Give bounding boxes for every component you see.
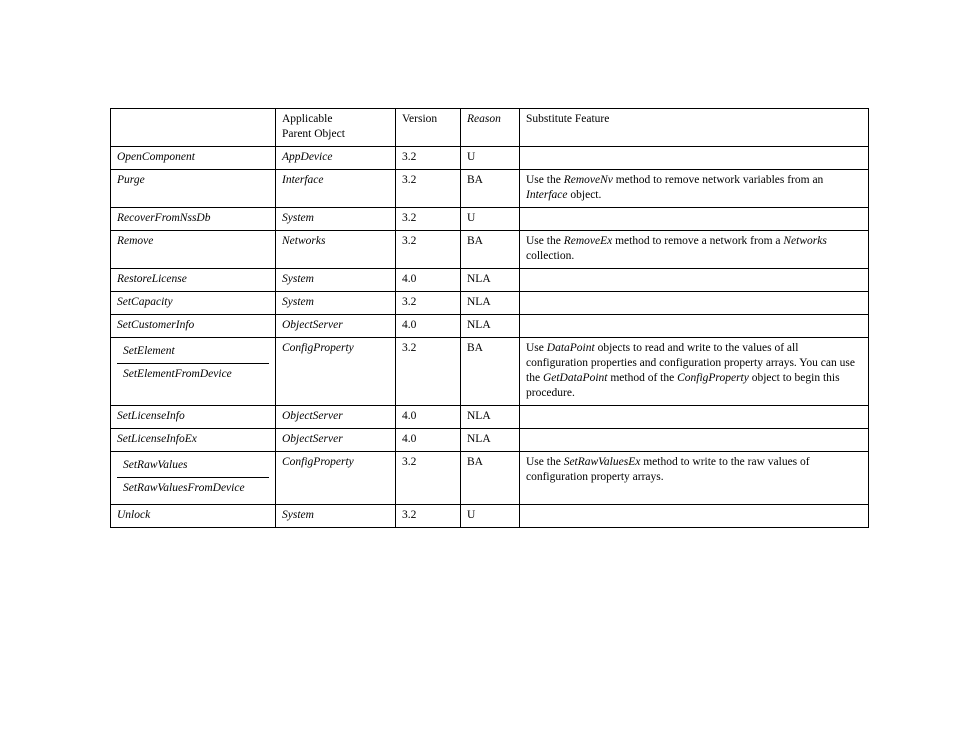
parent-cell: ObjectServer <box>276 406 396 429</box>
table-row <box>111 208 869 231</box>
method-cell: Remove <box>111 231 276 269</box>
substitute-cell <box>520 505 869 528</box>
substitute-text: object to begin this procedure. <box>526 372 840 399</box>
version-cell: 3.2 <box>396 147 461 170</box>
method-cell: Unlock <box>111 505 276 528</box>
parent-cell: ObjectServer <box>276 315 396 338</box>
substitute-cell <box>520 429 869 452</box>
reason-cell: NLA <box>461 315 520 338</box>
table-row <box>111 292 869 315</box>
table-row <box>111 452 869 505</box>
parent-cell: ConfigProperty <box>276 452 396 505</box>
parent-cell: System <box>276 269 396 292</box>
version-cell: 4.0 <box>396 406 461 429</box>
substitute-cell <box>520 147 869 170</box>
substitute-text: object. <box>567 189 602 201</box>
version-cell: 3.2 <box>396 170 461 208</box>
table-row <box>111 147 869 170</box>
method-cell: OpenComponent <box>111 147 276 170</box>
method-cell <box>111 452 276 505</box>
method-name: SetElement <box>117 341 269 364</box>
reason-cell: U <box>461 505 520 528</box>
method-name-alt: SetRawValuesFromDevice <box>123 482 245 494</box>
method-name: SetRawValues <box>117 455 269 478</box>
parent-cell: System <box>276 505 396 528</box>
substitute-text: Use the <box>526 235 564 247</box>
method-cell: SetLicenseInfo <box>111 406 276 429</box>
substitute-method-ref: RemoveNv <box>563 174 613 186</box>
substitute-text: method to remove network variables from an <box>612 174 824 186</box>
substitute-cell <box>520 292 869 315</box>
version-cell: 4.0 <box>396 269 461 292</box>
method-cell: SetCapacity <box>111 292 276 315</box>
substitute-cell <box>520 269 869 292</box>
reason-cell: BA <box>461 338 520 406</box>
parent-cell: Interface <box>276 170 396 208</box>
table-row <box>111 505 869 528</box>
substitute-object-ref: Networks <box>783 235 827 247</box>
version-cell: 3.2 <box>396 292 461 315</box>
method-name-alt: SetElementFromDevice <box>123 368 232 380</box>
substitute-object-ref: DataPoint <box>546 342 595 354</box>
substitute-cell <box>520 170 869 208</box>
header-reason: Reason <box>461 109 520 147</box>
substitute-cell <box>520 406 869 429</box>
substitute-method-ref: GetDataPoint <box>542 372 608 384</box>
substitute-text: objects to read and write to the values of all configuration properties and configuration property arrays. You can use the <box>526 342 855 384</box>
substitute-text: Use the <box>526 174 564 186</box>
version-cell: 3.2 <box>396 208 461 231</box>
method-cell: SetLicenseInfoEx <box>111 429 276 452</box>
obsolete-methods-table <box>110 108 869 528</box>
method-cell: Purge <box>111 170 276 208</box>
substitute-method-ref: SetRawValuesEx <box>563 456 641 468</box>
header-method <box>111 109 276 147</box>
method-cell <box>111 338 276 406</box>
parent-cell: AppDevice <box>276 147 396 170</box>
version-cell: 4.0 <box>396 315 461 338</box>
parent-cell: Networks <box>276 231 396 269</box>
reason-cell: BA <box>461 170 520 208</box>
reason-cell: BA <box>461 452 520 505</box>
substitute-cell <box>520 338 869 406</box>
reason-cell: NLA <box>461 429 520 452</box>
parent-cell: ConfigProperty <box>276 338 396 406</box>
version-cell: 3.2 <box>396 452 461 505</box>
version-cell: 3.2 <box>396 505 461 528</box>
reason-cell: BA <box>461 231 520 269</box>
substitute-cell <box>520 315 869 338</box>
version-cell: 3.2 <box>396 231 461 269</box>
substitute-text: collection. <box>526 250 575 262</box>
header-substitute-feature: Substitute Feature <box>520 109 869 147</box>
method-cell: RestoreLicense <box>111 269 276 292</box>
table-row <box>111 315 869 338</box>
reason-cell: U <box>461 147 520 170</box>
method-cell: RecoverFromNssDb <box>111 208 276 231</box>
substitute-cell <box>520 452 869 505</box>
table-row <box>111 338 869 406</box>
table-row <box>111 269 869 292</box>
reason-cell: U <box>461 208 520 231</box>
substitute-method-ref: RemoveEx <box>563 235 613 247</box>
reason-cell: NLA <box>461 269 520 292</box>
table-header-row <box>111 109 869 147</box>
table-row <box>111 406 869 429</box>
version-cell: 3.2 <box>396 338 461 406</box>
substitute-text: Use the <box>526 456 564 468</box>
substitute-object-ref: ConfigProperty <box>677 372 749 384</box>
substitute-object-ref: Interface <box>526 189 568 201</box>
reason-cell: NLA <box>461 292 520 315</box>
method-cell: SetCustomerInfo <box>111 315 276 338</box>
table-row <box>111 429 869 452</box>
substitute-text: method to remove a network from a <box>612 235 784 247</box>
substitute-cell <box>520 231 869 269</box>
parent-cell: System <box>276 208 396 231</box>
table-row <box>111 231 869 269</box>
substitute-text: method to write to the raw values of configuration property arrays. <box>526 456 810 483</box>
substitute-text: Use <box>526 342 547 354</box>
reason-cell: NLA <box>461 406 520 429</box>
substitute-text: method of the <box>607 372 678 384</box>
header-parent-object: Applicable Parent Object <box>276 109 396 147</box>
version-cell: 4.0 <box>396 429 461 452</box>
table-row <box>111 170 869 208</box>
substitute-cell <box>520 208 869 231</box>
parent-cell: ObjectServer <box>276 429 396 452</box>
parent-cell: System <box>276 292 396 315</box>
header-version: Version <box>396 109 461 147</box>
